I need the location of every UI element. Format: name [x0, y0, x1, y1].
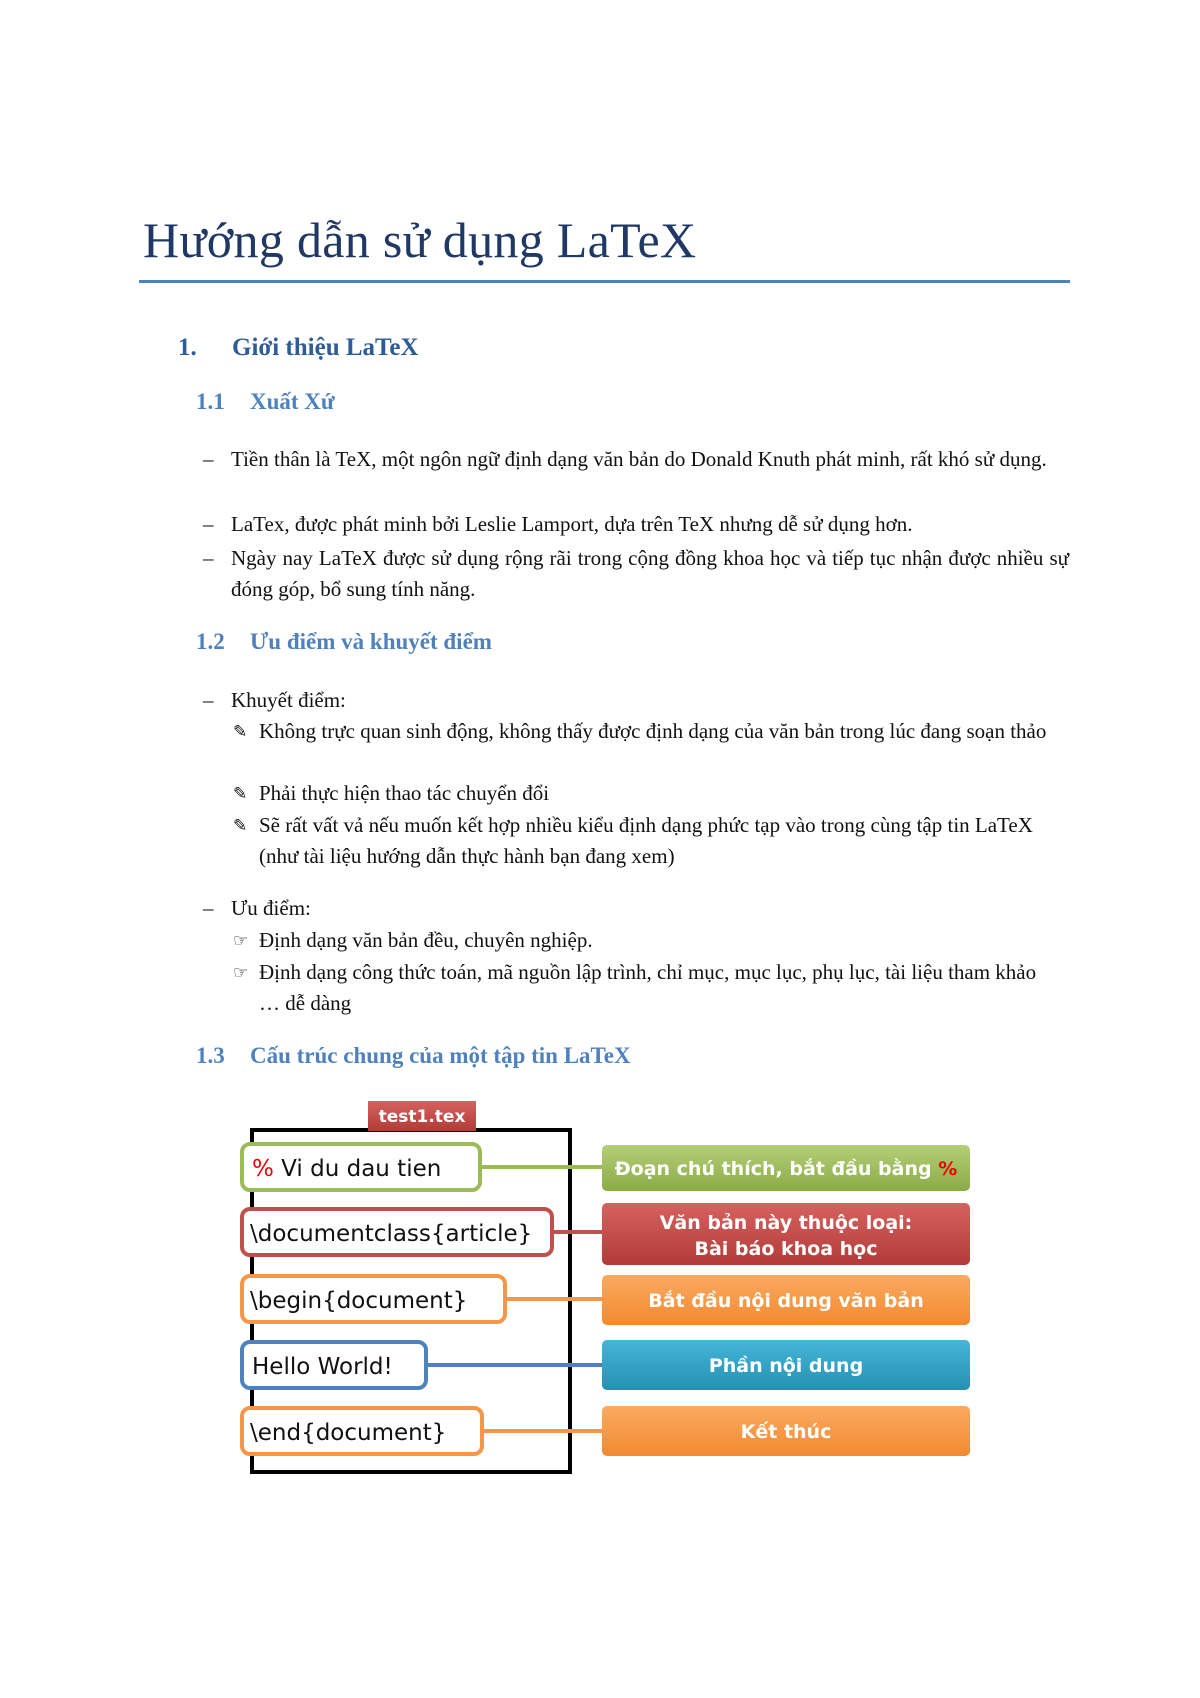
dash-bullet: –: [203, 546, 214, 570]
latex-structure-diagram: [230, 1095, 990, 1481]
file-tab-label: test1.tex: [378, 1107, 466, 1127]
title-underline: [139, 280, 1070, 283]
dash-bullet: –: [203, 688, 214, 712]
section-number: 1.: [178, 334, 197, 361]
thumbs-up-icon: ☞: [233, 931, 249, 951]
code-hello: Hello World!: [252, 1354, 393, 1380]
dash-bullet: –: [203, 512, 214, 536]
label-content: Phần nội dung: [708, 1355, 864, 1377]
label-documentclass-line1: Văn bản này thuộc loại:: [659, 1212, 913, 1234]
thumbs-down-icon: ✎: [233, 722, 248, 742]
thumbs-up-icon: ☞: [233, 963, 249, 983]
thumbs-down-icon: ✎: [233, 816, 248, 836]
label-comment: Đoạn chú thích, bắt đầu bằng %: [614, 1158, 958, 1180]
code-begin: \begin{document}: [250, 1288, 468, 1314]
list-item: – LaTex, được phát minh bởi Leslie Lamport, dựa trên TeX nhưng dễ sử dụng hơn.: [231, 509, 1069, 540]
label-begin: Bắt đầu nội dung văn bản: [648, 1290, 924, 1312]
code-end: \end{document}: [250, 1420, 447, 1446]
dash-bullet: –: [203, 896, 214, 920]
section-number: 1.3: [196, 1043, 225, 1068]
cons-heading: – Khuyết điểm:: [231, 685, 1069, 716]
document-title: Hướng dẫn sử dụng LaTeX: [143, 212, 697, 268]
label-documentclass-line2: Bài báo khoa học: [694, 1238, 878, 1260]
section-1-3-heading: [196, 1042, 631, 1070]
dash-bullet: –: [203, 447, 214, 471]
code-documentclass: \documentclass{article}: [250, 1221, 533, 1247]
section-number: 1.1: [196, 389, 225, 414]
list-item: ✎ Phải thực hiện thao tác chuyển đổi: [259, 778, 1059, 809]
section-1-heading: [178, 333, 419, 363]
list-item: ✎ Sẽ rất vất vả nếu muốn kết hợp nhiều kiểu định dạng phức tạp vào trong cùng tập tin LaTeX (như tài liệu hướng dẫn thực hành bạn đang xem): [233, 813, 1033, 868]
section-title: Xuất Xứ: [250, 389, 335, 414]
section-1-2-heading: [196, 628, 492, 656]
section-title: Cấu trúc chung của một tập tin LaTeX: [250, 1043, 631, 1068]
list-item: ☞ Định dạng văn bản đều, chuyên nghiệp.: [259, 925, 1059, 956]
section-1-1-heading: [196, 388, 335, 416]
section-title: Giới thiệu LaTeX: [232, 334, 419, 361]
list-item: ☞ Định dạng công thức toán, mã nguồn lập trình, chỉ mục, mục lục, phụ lục, tài liệu tham khảo … dễ dàng: [233, 960, 1037, 1015]
list-item: ✎ Không trực quan sinh động, không thấy được định dạng của văn bản trong lúc đang soạn thảo: [259, 716, 1059, 747]
thumbs-down-icon: ✎: [233, 784, 248, 804]
list-item: – Ngày nay LaTeX được sử dụng rộng rãi trong cộng đồng khoa học và tiếp tục nhận được nhiều sự đóng góp, bổ sung tính năng.: [231, 543, 1069, 605]
pros-heading: – Ưu điểm:: [231, 893, 1069, 924]
label-end: Kết thúc: [740, 1421, 832, 1443]
list-item: – Tiền thân là TeX, một ngôn ngữ định dạng văn bản do Donald Knuth phát minh, rất khó sử dụng.: [231, 444, 1069, 475]
section-title: Ưu điểm và khuyết điểm: [250, 629, 492, 654]
section-number: 1.2: [196, 629, 225, 654]
code-comment: % Vi du dau tien: [252, 1156, 442, 1182]
